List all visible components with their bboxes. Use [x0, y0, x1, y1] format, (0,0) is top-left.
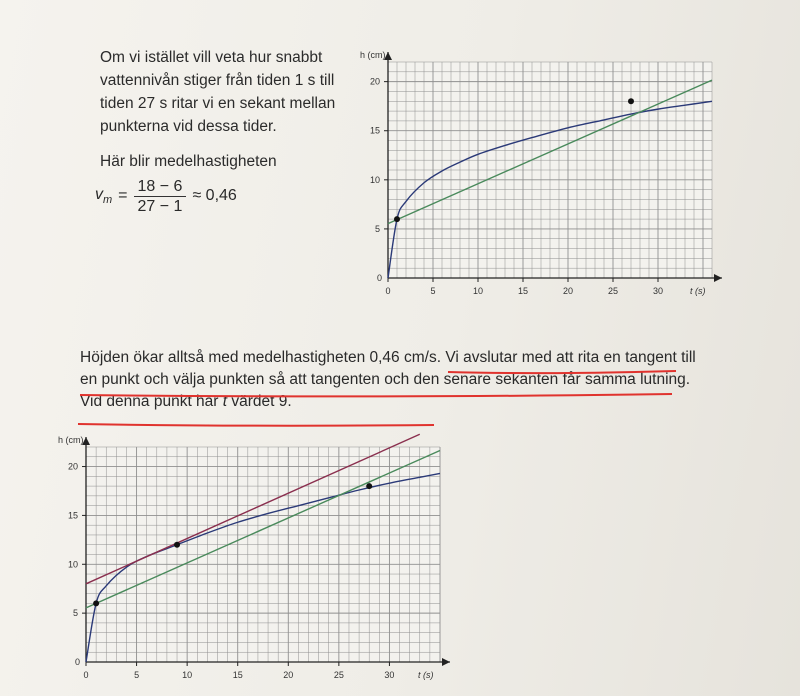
formula-numerator: 18 − 6: [134, 177, 187, 197]
x-tick-label: 30: [652, 286, 664, 296]
paragraph-tangent-part3a: Vid denna punkt har: [80, 393, 223, 410]
red-underline-1: [448, 371, 676, 373]
x-tick-label: 0: [385, 286, 391, 296]
y-axis-label: h (cm): [58, 435, 84, 445]
y-tick-label: 5: [374, 223, 380, 234]
formula-denominator: 27 − 1: [137, 197, 183, 215]
chart-secant: [360, 50, 722, 296]
x-axis-arrow: [714, 274, 722, 282]
y-tick-label: 15: [369, 125, 380, 136]
paragraph-tangent-var: t: [222, 393, 228, 410]
x-axis-arrow: [442, 658, 450, 666]
paragraph-average-speed: Här blir medelhastigheten: [100, 153, 277, 170]
data-point: [174, 542, 180, 548]
red-pen-underlines: [78, 371, 676, 426]
x-axis-label: t (s): [690, 286, 706, 296]
formula-lhs: $v_m$: [95, 185, 113, 207]
paragraph-tangent-part3c: värdet 9.: [227, 393, 292, 410]
data-point: [394, 216, 400, 222]
x-tick-label: 5: [134, 670, 140, 680]
x-tick-label: 30: [384, 670, 395, 680]
y-tick-label: 10: [67, 559, 78, 570]
paragraph-secant-intro: Om vi istället vill veta hur snabbt vattennivån stiger från tiden 1 s till tiden 27 s ritar vi en sekant mellan punkterna vid dessa tider.: [100, 49, 336, 135]
red-underline-3: [78, 424, 434, 426]
x-tick-label: 0: [83, 670, 89, 680]
x-tick-label: 20: [562, 286, 574, 296]
y-tick-label: 5: [72, 608, 78, 619]
x-tick-label: 15: [517, 286, 529, 296]
x-tick-label: 25: [607, 286, 619, 296]
red-underline-2: [80, 394, 672, 396]
paragraph-tangent-part1: Höjden ökar alltså med medelhastigheten 0,46 cm/s.: [80, 349, 446, 366]
y-tick-label: 20: [67, 461, 78, 472]
chart-tangent: [58, 434, 450, 680]
data-point: [93, 600, 99, 606]
y-tick-label: 15: [67, 510, 78, 521]
x-tick-label: 15: [232, 670, 243, 680]
x-axis-label: t (s): [418, 670, 434, 680]
paragraph-tangent-part2: Vi avslutar med att rita en tangent till en punkt och välja punkten så att tangenten och den senare sekanten får samma lutning.: [80, 349, 696, 388]
formula-equals: =: [118, 187, 128, 204]
x-tick-label: 25: [333, 670, 344, 680]
x-tick-label: 20: [283, 670, 294, 680]
origin-label-y: 0: [74, 657, 80, 667]
y-axis-label: h (cm): [360, 50, 386, 60]
data-point: [366, 483, 372, 489]
y-tick-label: 20: [369, 76, 380, 87]
origin-label-y: 0: [376, 273, 382, 283]
formula-result: ≈ 0,46: [192, 187, 237, 204]
x-tick-label: 5: [430, 286, 436, 296]
y-tick-label: 10: [369, 174, 380, 185]
x-tick-label: 10: [472, 286, 484, 296]
x-tick-label: 10: [182, 670, 193, 680]
data-point: [628, 98, 634, 104]
